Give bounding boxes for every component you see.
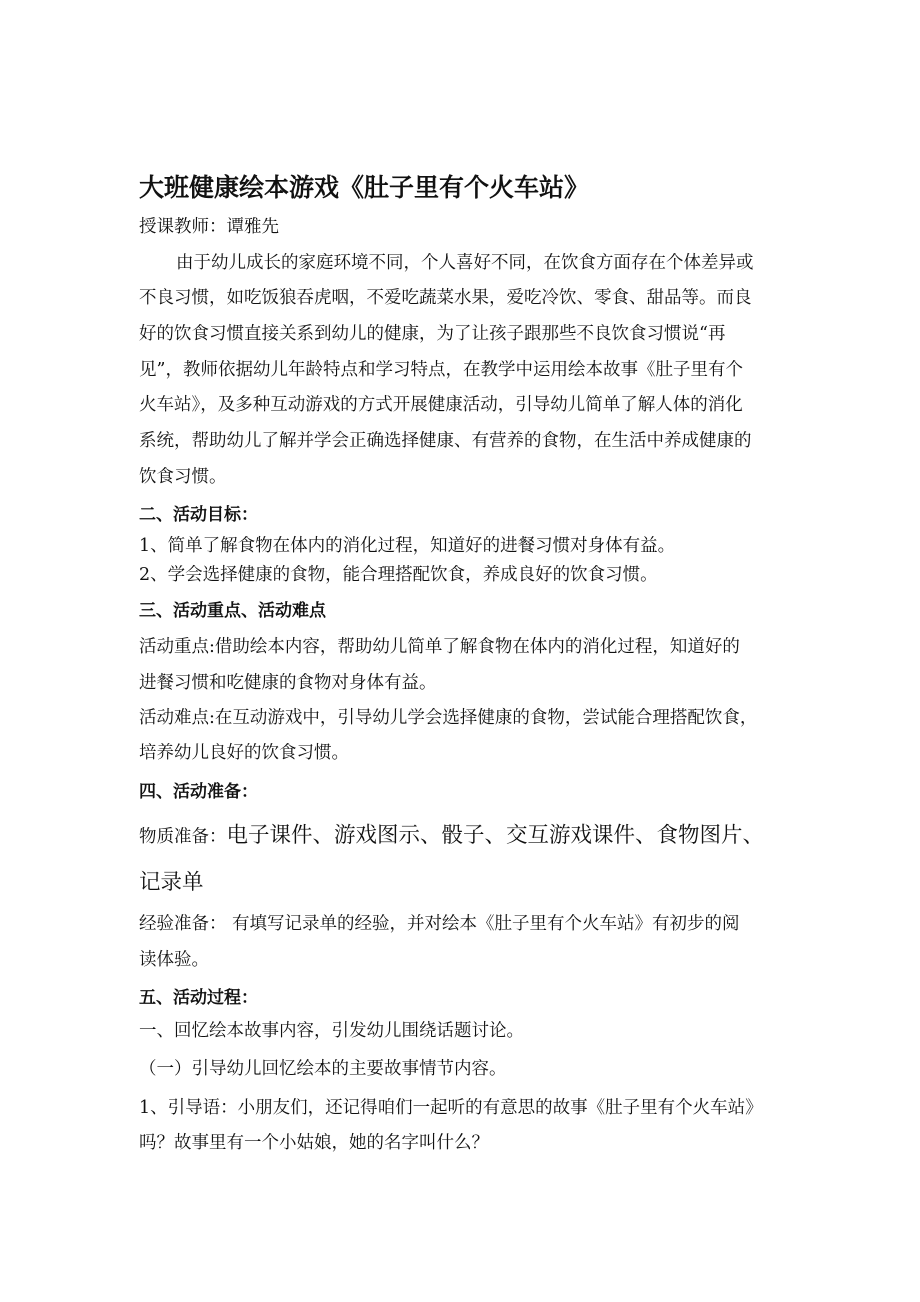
document-title: 大班健康绘本游戏《肚子里有个火车站》 bbox=[139, 173, 590, 202]
intro-line: 由于幼儿成长的家庭环境不同，个人喜好不同，在饮食方面存在个体差异或 bbox=[176, 253, 754, 273]
key-point-line: 活动重点:借助绘本内容，帮助幼儿简单了解食物在体内的消化过程，知道好的 bbox=[139, 637, 740, 657]
difficulty-line: 活动难点:在互动游戏中，引导幼儿学会选择健康的食物，尝试能合理搭配饮食， bbox=[139, 708, 758, 728]
intro-line: 不良习惯，如吃饭狼吞虎咽，不爱吃蔬菜水果，爱吃冷饮、零食、甜品等。而良 bbox=[139, 288, 752, 308]
difficulty-line: 培养幼儿良好的饮食习惯。 bbox=[139, 743, 349, 763]
section-heading-preparation: 四、活动准备： bbox=[139, 782, 258, 802]
process-line: （一）引导幼儿回忆绘本的主要故事情节内容。 bbox=[139, 1059, 507, 1079]
intro-line: 好的饮食习惯直接关系到幼儿的健康，为了让孩子跟那些不良饮食习惯说“再 bbox=[139, 324, 726, 344]
key-point-line: 进餐习惯和吃健康的食物对身体有益。 bbox=[139, 673, 437, 693]
intro-line: 饮食习惯。 bbox=[139, 467, 227, 487]
goal-item: 2、学会选择健康的食物，能合理搭配饮食，养成良好的饮食习惯。 bbox=[139, 565, 658, 585]
material-text-continued: 记录单 bbox=[139, 870, 204, 895]
intro-line: 见”，教师依据幼儿年龄特点和学习特点，在教学中运用绘本故事《肚子里有个 bbox=[139, 360, 743, 380]
process-line: 1、引导语：小朋友们，还记得咱们一起听的有意思的故事《肚子里有个火车站》 bbox=[139, 1098, 763, 1118]
process-line: 一、回忆绘本故事内容，引发幼儿围绕话题讨论。 bbox=[139, 1021, 524, 1041]
intro-line: 系统，帮助幼儿了解并学会正确选择健康、有营养的食物，在生活中养成健康的 bbox=[139, 431, 752, 451]
section-heading-key-points: 三、活动重点、活动难点 bbox=[139, 601, 326, 621]
teacher-line: 授课教师：谭雅先 bbox=[139, 217, 279, 237]
goal-item: 1、简单了解食物在体内的消化过程，知道好的进餐习惯对身体有益。 bbox=[139, 536, 676, 556]
intro-line: 火车站》，及多种互动游戏的方式开展健康活动，引导幼儿简单了解人体的消化 bbox=[139, 395, 743, 415]
material-label: 物质准备： bbox=[139, 827, 227, 847]
section-heading-goals: 二、活动目标： bbox=[139, 505, 258, 525]
process-line: 吗？故事里有一个小姑娘，她的名字叫什么？ bbox=[139, 1133, 489, 1153]
material-preparation bbox=[139, 825, 764, 847]
experience-line: 经验准备： 有填写记录单的经验，并对绘本《肚子里有个火车站》有初步的阅 bbox=[139, 914, 740, 934]
section-heading-process: 五、活动过程： bbox=[139, 988, 258, 1008]
material-text: 电子课件、游戏图示、骰子、交互游戏课件、食物图片、 bbox=[226, 823, 765, 848]
experience-line: 读体验。 bbox=[139, 950, 209, 970]
